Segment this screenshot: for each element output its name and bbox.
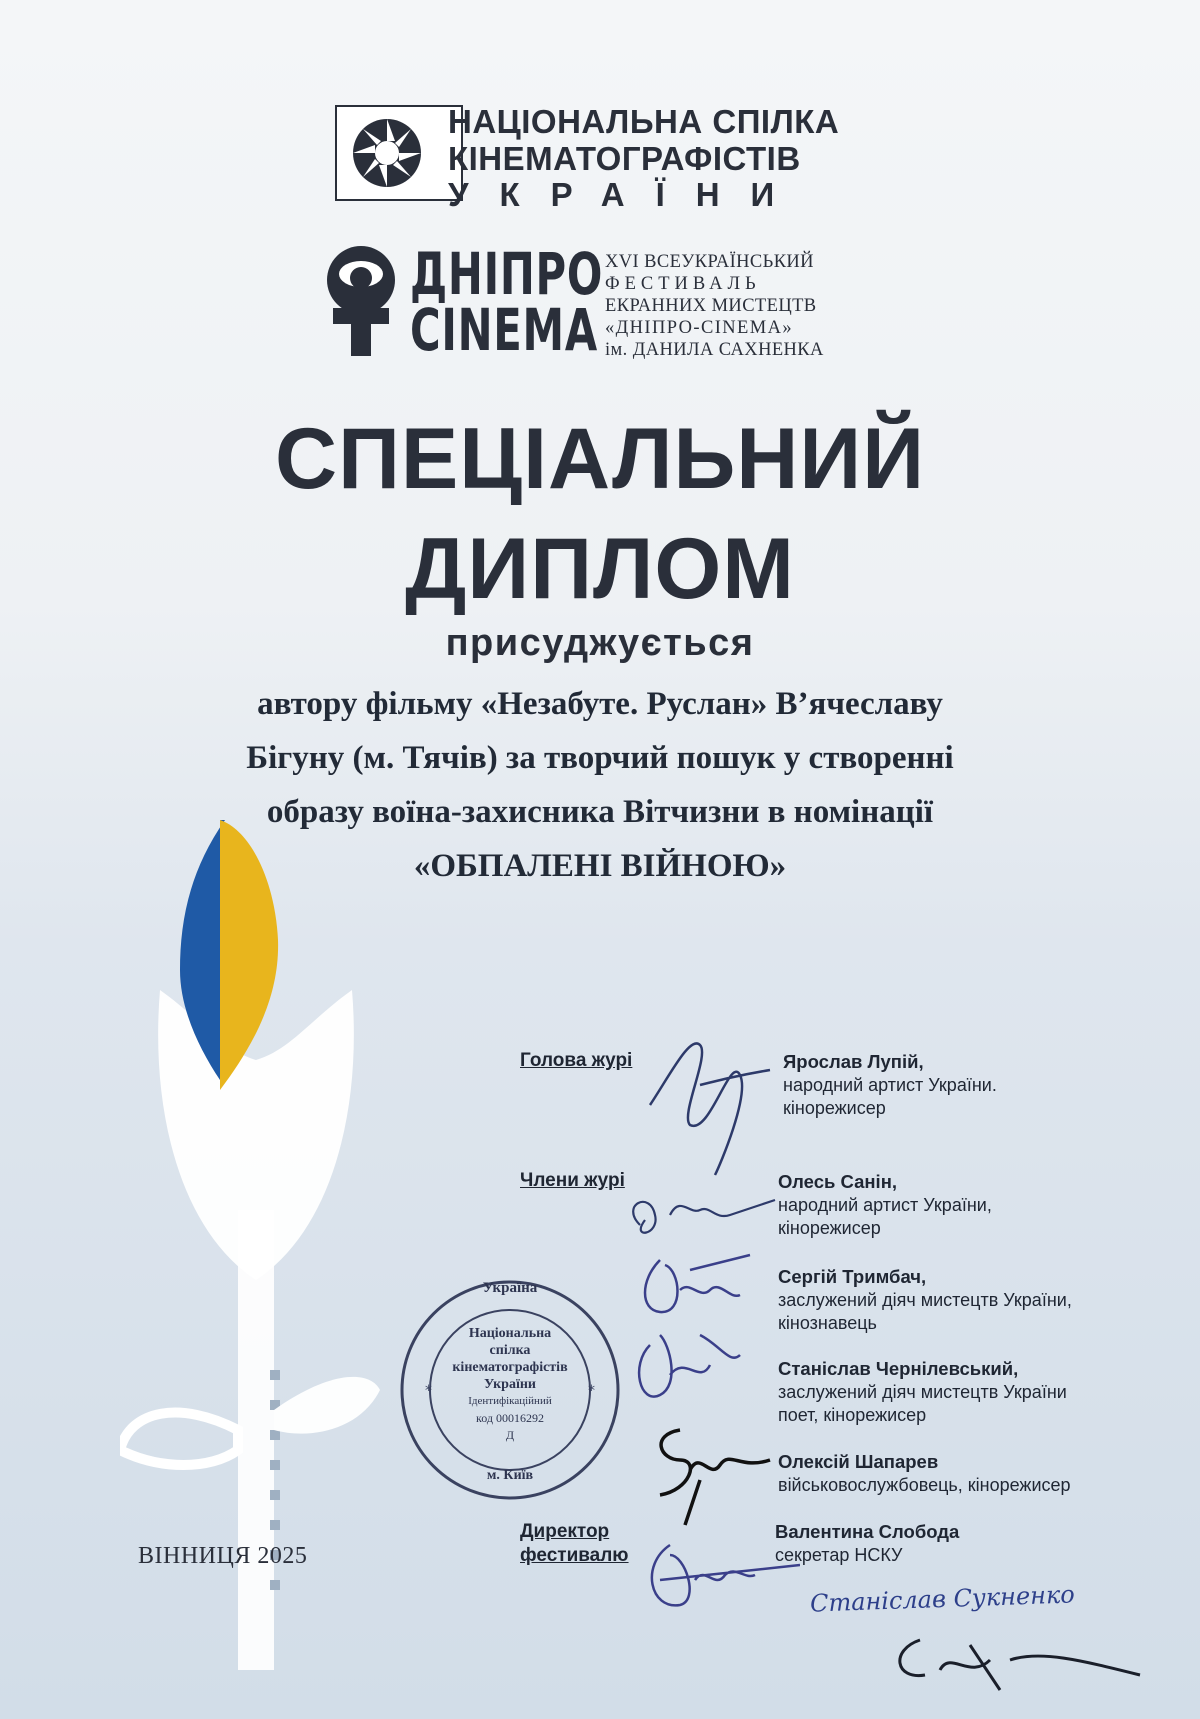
jury-person	[778, 1450, 1071, 1497]
stamp-line: код 00016292	[476, 1411, 544, 1425]
svg-text:*: *	[425, 1383, 432, 1399]
stamp-top-text: Україна	[482, 1280, 538, 1296]
person-profession: кінорежисер	[783, 1098, 886, 1118]
person-name: Станіслав Чернілевський,	[778, 1358, 1019, 1379]
jury-person	[778, 1357, 1067, 1427]
festival-line1: XVI ВСЕУКРАЇНСЬКИЙ	[605, 252, 814, 272]
diploma-title-line1: СПЕЦІАЛЬНИЙ	[274, 411, 926, 507]
person-profession: поет, кінорежисер	[778, 1405, 927, 1425]
union-name-line1: НАЦІОНАЛЬНА СПІЛКА	[448, 103, 840, 140]
stamp-line: кінематографістів	[452, 1360, 568, 1375]
festival-line3: ЕКРАННИХ МИСТЕЦТВ	[605, 296, 817, 316]
award-text-line1: автору фільму «Незабуте. Руслан» В’ячеславу	[257, 686, 943, 722]
jury-person	[778, 1170, 992, 1240]
person-name: Ярослав Лупій,	[783, 1051, 924, 1072]
person-title: військовослужбовець, кінорежисер	[778, 1475, 1071, 1495]
festival-line5: ім. ДАНИЛА САХНЕНКА	[605, 340, 824, 360]
person-profession: кінорежисер	[778, 1218, 881, 1238]
festival-line2: ФЕСТИВАЛЬ	[605, 274, 761, 294]
signature-member-1	[620, 1185, 780, 1255]
svg-text:*: *	[588, 1383, 595, 1399]
jury-members-label: Члени журі	[520, 1170, 625, 1191]
person-title: заслужений діяч мистецтв України,	[778, 1290, 1072, 1310]
festival-logo-word1: ДНІПРО	[410, 240, 604, 308]
awarded-label: присуджується	[445, 622, 755, 664]
person-profession: кінознавець	[778, 1313, 877, 1333]
head-of-jury-label: Голова журі	[520, 1050, 633, 1071]
person-title: заслужений діяч мистецтв України	[778, 1382, 1067, 1402]
stamp-center-text	[430, 1325, 590, 1444]
stamp-line: спілка	[489, 1343, 531, 1358]
stamp-line: Ідентифікаційний	[468, 1395, 552, 1407]
film-aperture-icon	[337, 107, 461, 199]
person-name: Олексій Шапарев	[778, 1451, 939, 1472]
union-name-line3: УКРАЇНИ	[448, 176, 806, 213]
signature-member-3	[630, 1325, 760, 1415]
person-title: народний артист України,	[778, 1195, 992, 1215]
jury-person	[778, 1265, 1072, 1335]
union-logo	[335, 105, 463, 201]
person-name: Сергій Тримбач,	[778, 1266, 927, 1287]
city-year: ВІННИЦЯ 2025	[138, 1543, 308, 1569]
flower-illustration	[120, 810, 380, 1670]
jury-person	[783, 1050, 997, 1120]
award-text-line3: образу воїна-захисника Вітчизни в номінації	[266, 794, 934, 830]
eye-emblem-icon	[325, 244, 397, 356]
signature-extra	[880, 1620, 1150, 1700]
award-text-line2: Бігуну (м. Тячів) за творчий пошук у створенні	[246, 740, 954, 776]
person-title: народний артист України.	[783, 1075, 997, 1095]
festival-director-label	[520, 1520, 629, 1568]
handwritten-name: Станіслав Сукненко	[809, 1580, 1076, 1618]
person-name: Валентина Слобода	[775, 1521, 960, 1542]
signature-member-4	[640, 1410, 780, 1530]
festival-logo-word2: CINEMA	[410, 296, 598, 364]
stamp-line: Д	[505, 1428, 515, 1442]
signature-member-2	[630, 1250, 760, 1325]
festival-director	[775, 1520, 959, 1567]
festival-emblem	[325, 244, 397, 356]
festival-line4: «ДНІПРО-CINEMA»	[605, 318, 794, 338]
signature-head-of-jury	[640, 1015, 780, 1185]
stamp-bottom-text: м. Київ	[486, 1468, 534, 1483]
stamp-line: України	[483, 1377, 536, 1392]
person-name: Олесь Санін,	[778, 1171, 898, 1192]
person-title: секретар НСКУ	[775, 1545, 903, 1565]
stamp-line: Національна	[468, 1326, 552, 1341]
union-name-line2: КІНЕМАТОГРАФІСТІВ	[448, 140, 801, 177]
director-label-line2: фестивалю	[520, 1545, 629, 1566]
award-nomination: «ОБПАЛЕНІ ВІЙНОЮ»	[413, 848, 787, 884]
director-label-line1: Директор	[520, 1521, 610, 1542]
diploma-title-line2: ДИПЛОМ	[405, 521, 795, 617]
